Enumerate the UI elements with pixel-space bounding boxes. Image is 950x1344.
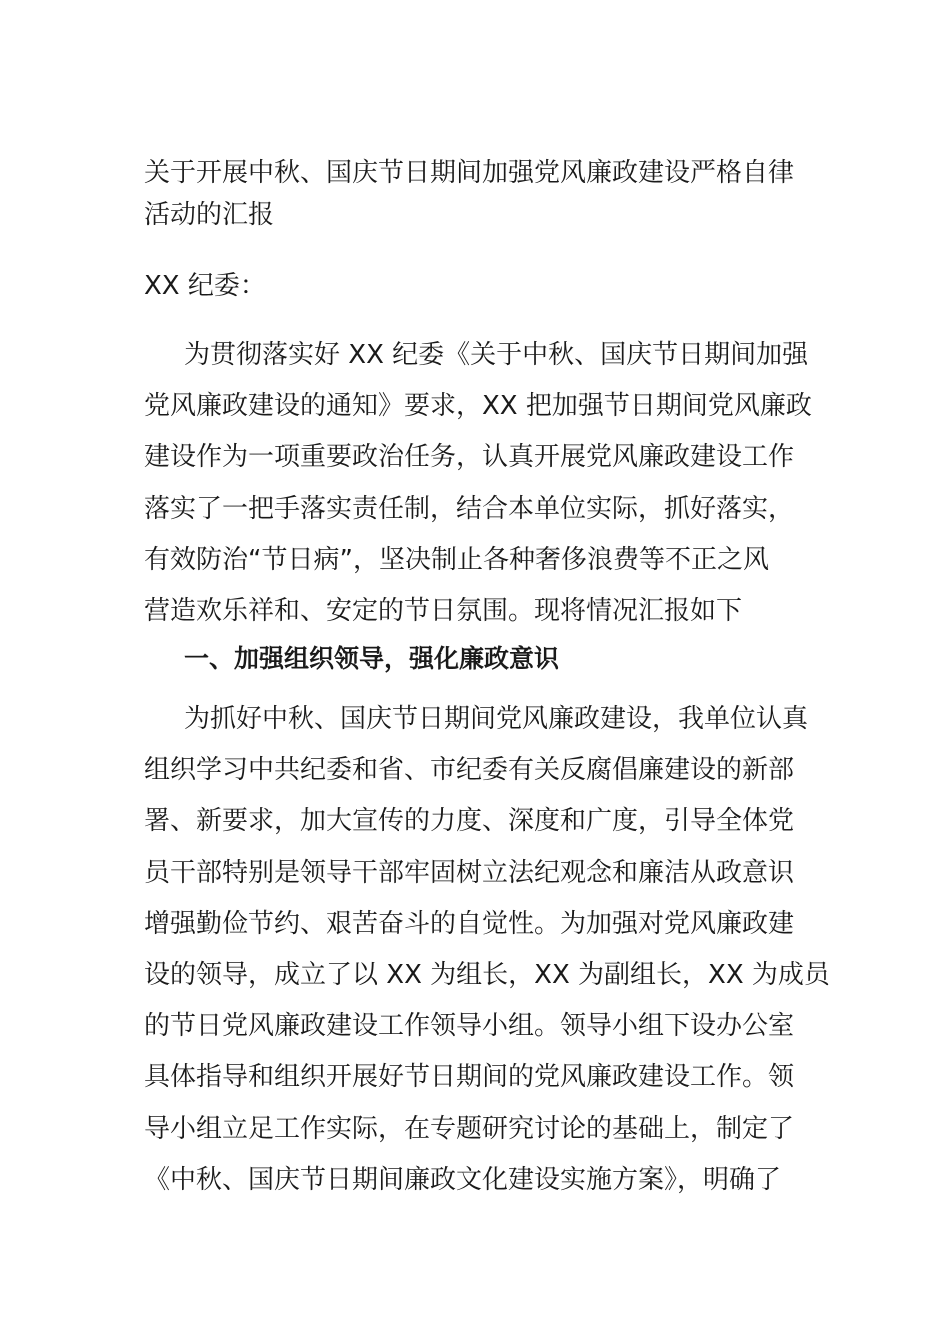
paragraph-2-line: 署、新要求，加大宣传的力度、深度和广度，引导全体党 [144,806,795,837]
section-1-heading: 一、加强组织领导，强化廉政意识 [184,644,560,673]
paragraph-2-line: 增强勤俭节约、艰苦奋斗的自觉性。为加强对党风廉政建 [144,908,795,939]
paragraph-1-line: 建设作为一项重要政治任务，认真开展党风廉政建设工作 [144,442,795,473]
document-title [144,152,814,236]
paragraph-1-line: 落实了一把手落实责任制，结合本单位实际，抓好落实， [144,493,795,524]
paragraph-2 [144,694,830,1206]
paragraph-2-line: 《中秋、国庆节日期间廉政文化建设实施方案》，明确了 [144,1164,782,1195]
paragraph-2-line: 员干部特别是领导干部牢固树立法纪观念和廉洁从政意识 [144,857,795,888]
paragraph-1-line: 有效防治“节日病”，坚决制止各种奢侈浪费等不正之风 [144,544,769,575]
paragraph-2-line: 设的领导，成立了以 XX 为组长，XX 为副组长，XX 为成员 [144,959,830,990]
paragraph-1-line: 党风廉政建设的通知》要求，XX 把加强节日期间党风廉政 [144,391,812,422]
salutation: XX 纪委： [144,271,266,301]
paragraph-2-line: 具体指导和组织开展好节日期间的党风廉政建设工作。领 [144,1062,795,1093]
paragraph-1-line: 为贯彻落实好 XX 纪委《关于中秋、国庆节日期间加强 [184,340,809,370]
title-line-2: 活动的汇报 [144,200,275,230]
paragraph-2-line: 为抓好中秋、国庆节日期间党风廉政建设，我单位认真 [184,704,809,734]
paragraph-2-line: 组织学习中共纪委和省、市纪委有关反腐倡廉建设的新部 [144,755,795,786]
paragraph-2-line: 的节日党风廉政建设工作领导小组。领导小组下设办公室 [144,1011,795,1042]
paragraph-1 [144,330,824,637]
title-line-1: 关于开展中秋、国庆节日期间加强党风廉政建设严格自律 [144,158,795,188]
paragraph-2-line: 导小组立足工作实际，在专题研究讨论的基础上，制定了 [144,1113,795,1144]
paragraph-1-line: 营造欢乐祥和、安定的节日氛围。现将情况汇报如下 [144,595,743,626]
